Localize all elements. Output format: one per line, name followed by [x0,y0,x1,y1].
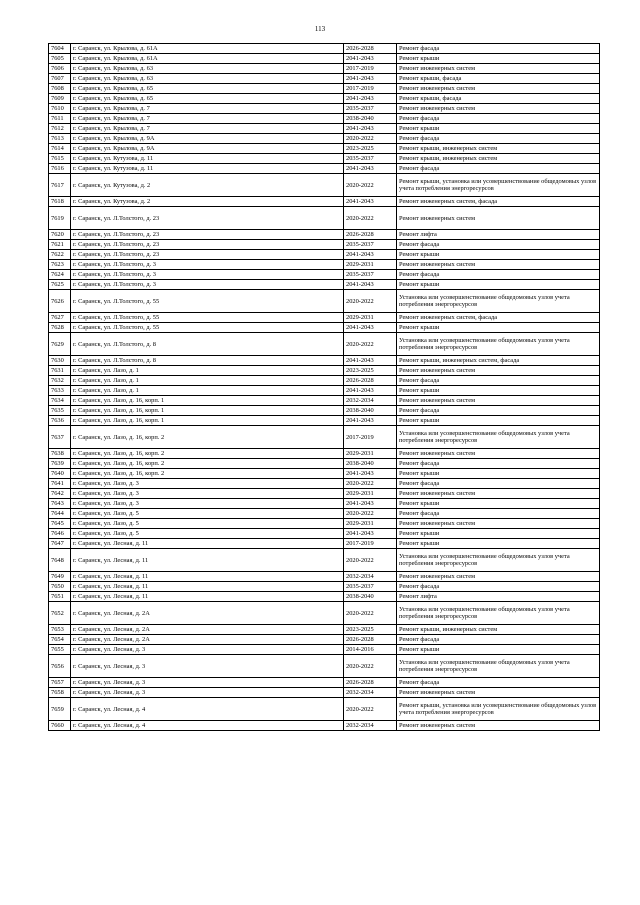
row-number-cell: 7634 [49,396,71,406]
address-cell: г. Саранск, ул. Л.Толстого, д. 3 [71,270,344,280]
row-number-cell: 7648 [49,549,71,572]
address-cell: г. Саранск, ул. Лазо, д. 16, корп. 2 [71,426,344,449]
row-number-cell: 7605 [49,54,71,64]
period-cell: 2020-2022 [344,602,397,625]
table-body [49,44,600,731]
table-row [49,519,600,529]
table-row [49,416,600,426]
table-row [49,64,600,74]
period-cell: 2041-2043 [344,469,397,479]
period-cell: 2026-2028 [344,230,397,240]
work-type-cell: Ремонт крыши, инженерных систем [397,154,600,164]
table-row [49,94,600,104]
period-cell: 2026-2028 [344,44,397,54]
period-cell: 2038-2040 [344,114,397,124]
period-cell: 2041-2043 [344,74,397,84]
work-type-cell: Ремонт фасада [397,479,600,489]
table-row [49,207,600,230]
row-number-cell: 7622 [49,250,71,260]
work-type-cell: Ремонт фасада [397,164,600,174]
period-cell: 2017-2019 [344,426,397,449]
address-cell: г. Саранск, ул. Крылова, д. 61А [71,44,344,54]
address-cell: г. Саранск, ул. Лазо, д. 5 [71,509,344,519]
address-cell: г. Саранск, ул. Лазо, д. 3 [71,489,344,499]
work-type-cell: Ремонт крыши [397,469,600,479]
address-cell: г. Саранск, ул. Крылова, д. 65 [71,84,344,94]
period-cell: 2035-2037 [344,270,397,280]
work-type-cell: Установка или усовершенствование общедомовых узлов учета потребления энергоресурсов [397,655,600,678]
row-number-cell: 7619 [49,207,71,230]
address-cell: г. Саранск, ул. Лазо, д. 16, корп. 2 [71,449,344,459]
period-cell: 2023-2025 [344,625,397,635]
period-cell: 2020-2022 [344,509,397,519]
address-cell: г. Саранск, ул. Л.Толстого, д. 55 [71,313,344,323]
address-cell: г. Саранск, ул. Крылова, д. 61А [71,54,344,64]
address-cell: г. Саранск, ул. Крылова, д. 7 [71,124,344,134]
row-number-cell: 7647 [49,539,71,549]
address-cell: г. Саранск, ул. Лесная, д. 3 [71,645,344,655]
table-row [49,499,600,509]
address-cell: г. Саранск, ул. Крылова, д. 7 [71,104,344,114]
table-row [49,645,600,655]
table-row [49,144,600,154]
work-type-cell: Ремонт крыши, инженерных систем [397,625,600,635]
row-number-cell: 7606 [49,64,71,74]
table-row [49,323,600,333]
row-number-cell: 7652 [49,602,71,625]
page-number: 113 [314,25,326,33]
address-cell: г. Саранск, ул. Лесная, д. 11 [71,572,344,582]
table-row [49,280,600,290]
address-cell: г. Саранск, ул. Лазо, д. 16, корп. 2 [71,469,344,479]
work-type-cell: Установка или усовершенствование общедомовых узлов учета потребления энергоресурсов [397,333,600,356]
table-row [49,154,600,164]
row-number-cell: 7627 [49,313,71,323]
address-cell: г. Саранск, ул. Лазо, д. 16, корп. 2 [71,459,344,469]
row-number-cell: 7651 [49,592,71,602]
address-cell: г. Саранск, ул. Лесная, д. 2А [71,602,344,625]
row-number-cell: 7609 [49,94,71,104]
period-cell: 2029-2031 [344,313,397,323]
row-number-cell: 7644 [49,509,71,519]
work-type-cell: Ремонт крыши, установка или усовершенствование общедомовых узлов учета потребления энергоресурсов [397,698,600,721]
row-number-cell: 7632 [49,376,71,386]
period-cell: 2041-2043 [344,250,397,260]
row-number-cell: 7660 [49,721,71,731]
table-row [49,260,600,270]
row-number-cell: 7638 [49,449,71,459]
work-type-cell: Ремонт фасада [397,509,600,519]
table-row [49,509,600,519]
period-cell: 2020-2022 [344,207,397,230]
work-type-cell: Ремонт фасада [397,134,600,144]
period-cell: 2041-2043 [344,94,397,104]
table-row [49,366,600,376]
address-cell: г. Саранск, ул. Лазо, д. 16, корп. 1 [71,416,344,426]
table-row [49,197,600,207]
work-type-cell: Ремонт инженерных систем [397,104,600,114]
period-cell: 2017-2019 [344,84,397,94]
table-row [49,489,600,499]
row-number-cell: 7618 [49,197,71,207]
row-number-cell: 7655 [49,645,71,655]
table-row [49,721,600,731]
row-number-cell: 7642 [49,489,71,499]
address-cell: г. Саранск, ул. Лесная, д. 11 [71,592,344,602]
row-number-cell: 7613 [49,134,71,144]
row-number-cell: 7635 [49,406,71,416]
period-cell: 2029-2031 [344,449,397,459]
row-number-cell: 7624 [49,270,71,280]
table-row [49,688,600,698]
row-number-cell: 7628 [49,323,71,333]
period-cell: 2017-2019 [344,539,397,549]
address-cell: г. Саранск, ул. Кутузова, д. 11 [71,154,344,164]
row-number-cell: 7639 [49,459,71,469]
row-number-cell: 7612 [49,124,71,134]
address-cell: г. Саранск, ул. Лазо, д. 5 [71,529,344,539]
row-number-cell: 7641 [49,479,71,489]
row-number-cell: 7654 [49,635,71,645]
row-number-cell: 7620 [49,230,71,240]
table-row [49,270,600,280]
period-cell: 2035-2037 [344,240,397,250]
period-cell: 2029-2031 [344,260,397,270]
table-row [49,539,600,549]
work-type-cell: Ремонт крыши [397,416,600,426]
address-cell: г. Саранск, ул. Крылова, д. 7 [71,114,344,124]
work-type-cell: Ремонт крыши [397,250,600,260]
work-type-cell: Ремонт инженерных систем [397,489,600,499]
repair-schedule-table [48,43,600,731]
table-row [49,549,600,572]
row-number-cell: 7646 [49,529,71,539]
table-row [49,290,600,313]
period-cell: 2041-2043 [344,124,397,134]
row-number-cell: 7657 [49,678,71,688]
address-cell: г. Саранск, ул. Лесная, д. 3 [71,655,344,678]
row-number-cell: 7625 [49,280,71,290]
work-type-cell: Ремонт крыши [397,280,600,290]
work-type-cell: Ремонт фасада [397,459,600,469]
period-cell: 2023-2025 [344,144,397,154]
address-cell: г. Саранск, ул. Лесная, д. 11 [71,539,344,549]
period-cell: 2032-2034 [344,721,397,731]
table-row [49,134,600,144]
row-number-cell: 7659 [49,698,71,721]
period-cell: 2017-2019 [344,64,397,74]
row-number-cell: 7656 [49,655,71,678]
address-cell: г. Саранск, ул. Крылова, д. 63 [71,64,344,74]
work-type-cell: Ремонт крыши [397,529,600,539]
address-cell: г. Саранск, ул. Кутузова, д. 2 [71,174,344,197]
row-number-cell: 7611 [49,114,71,124]
table-row [49,84,600,94]
period-cell: 2026-2028 [344,635,397,645]
row-number-cell: 7658 [49,688,71,698]
row-number-cell: 7608 [49,84,71,94]
period-cell: 2029-2031 [344,519,397,529]
table-row [49,230,600,240]
period-cell: 2038-2040 [344,406,397,416]
work-type-cell: Ремонт инженерных систем [397,721,600,731]
table-row [49,386,600,396]
row-number-cell: 7636 [49,416,71,426]
period-cell: 2032-2034 [344,688,397,698]
address-cell: г. Саранск, ул. Кутузова, д. 2 [71,197,344,207]
work-type-cell: Установка или усовершенствование общедомовых узлов учета потребления энергоресурсов [397,602,600,625]
period-cell: 2020-2022 [344,698,397,721]
period-cell: 2029-2031 [344,489,397,499]
table-row [49,114,600,124]
period-cell: 2026-2028 [344,376,397,386]
period-cell: 2020-2022 [344,134,397,144]
address-cell: г. Саранск, ул. Л.Толстого, д. 55 [71,290,344,313]
row-number-cell: 7615 [49,154,71,164]
address-cell: г. Саранск, ул. Крылова, д. 9А [71,134,344,144]
work-type-cell: Ремонт крыши [397,323,600,333]
row-number-cell: 7616 [49,164,71,174]
work-type-cell: Ремонт инженерных систем [397,64,600,74]
work-type-cell: Ремонт фасада [397,376,600,386]
address-cell: г. Саранск, ул. Лесная, д. 4 [71,721,344,731]
period-cell: 2035-2037 [344,154,397,164]
work-type-cell: Ремонт фасада [397,678,600,688]
address-cell: г. Саранск, ул. Лесная, д. 11 [71,582,344,592]
address-cell: г. Саранск, ул. Лазо, д. 1 [71,366,344,376]
work-type-cell: Ремонт крыши [397,539,600,549]
table-row [49,698,600,721]
work-type-cell: Установка или усовершенствование общедомовых узлов учета потребления энергоресурсов [397,549,600,572]
work-type-cell: Ремонт крыши [397,54,600,64]
work-type-cell: Ремонт крыши, инженерных систем [397,144,600,154]
address-cell: г. Саранск, ул. Кутузова, д. 11 [71,164,344,174]
address-cell: г. Саранск, ул. Лазо, д. 5 [71,519,344,529]
row-number-cell: 7610 [49,104,71,114]
table-row [49,54,600,64]
work-type-cell: Ремонт крыши, установка или усовершенствование общедомовых узлов учета потребления энергоресурсов [397,174,600,197]
table-row [49,469,600,479]
work-type-cell: Ремонт фасада [397,270,600,280]
period-cell: 2041-2043 [344,54,397,64]
table-row [49,602,600,625]
period-cell: 2038-2040 [344,459,397,469]
table-row [49,635,600,645]
table-row [49,313,600,323]
table-row [49,459,600,469]
work-type-cell: Ремонт инженерных систем [397,207,600,230]
work-type-cell: Ремонт крыши, инженерных систем, фасада [397,356,600,366]
period-cell: 2041-2043 [344,356,397,366]
period-cell: 2020-2022 [344,655,397,678]
table-row [49,572,600,582]
address-cell: г. Саранск, ул. Л.Толстого, д. 3 [71,280,344,290]
work-type-cell: Ремонт лифта [397,592,600,602]
period-cell: 2020-2022 [344,174,397,197]
table-row [49,74,600,84]
table-row [49,164,600,174]
work-type-cell: Ремонт фасада [397,635,600,645]
period-cell: 2035-2037 [344,582,397,592]
row-number-cell: 7650 [49,582,71,592]
table-row [49,174,600,197]
work-type-cell: Ремонт фасада [397,582,600,592]
period-cell: 2035-2037 [344,104,397,114]
table-row [49,449,600,459]
period-cell: 2020-2022 [344,479,397,489]
work-type-cell: Ремонт инженерных систем [397,572,600,582]
table-row [49,625,600,635]
address-cell: г. Саранск, ул. Лазо, д. 16, корп. 1 [71,406,344,416]
address-cell: г. Саранск, ул. Крылова, д. 9А [71,144,344,154]
work-type-cell: Ремонт крыши [397,386,600,396]
work-type-cell: Ремонт крыши [397,499,600,509]
period-cell: 2041-2043 [344,386,397,396]
table-row [49,406,600,416]
address-cell: г. Саранск, ул. Л.Толстого, д. 23 [71,240,344,250]
period-cell: 2041-2043 [344,416,397,426]
table-row [49,104,600,114]
row-number-cell: 7645 [49,519,71,529]
work-type-cell: Ремонт крыши [397,645,600,655]
row-number-cell: 7614 [49,144,71,154]
row-number-cell: 7623 [49,260,71,270]
table-row [49,479,600,489]
address-cell: г. Саранск, ул. Лазо, д. 3 [71,499,344,509]
work-type-cell: Ремонт крыши, фасада [397,74,600,84]
row-number-cell: 7630 [49,356,71,366]
address-cell: г. Саранск, ул. Л.Толстого, д. 23 [71,230,344,240]
period-cell: 2038-2040 [344,592,397,602]
period-cell: 2023-2025 [344,366,397,376]
address-cell: г. Саранск, ул. Лазо, д. 1 [71,376,344,386]
address-cell: г. Саранск, ул. Лесная, д. 2А [71,625,344,635]
address-cell: г. Саранск, ул. Крылова, д. 63 [71,74,344,84]
row-number-cell: 7617 [49,174,71,197]
table-row [49,396,600,406]
period-cell: 2020-2022 [344,549,397,572]
work-type-cell: Ремонт инженерных систем [397,519,600,529]
table-row [49,44,600,54]
table-row [49,124,600,134]
period-cell: 2041-2043 [344,280,397,290]
address-cell: г. Саранск, ул. Л.Толстого, д. 3 [71,260,344,270]
address-cell: г. Саранск, ул. Лазо, д. 16, корп. 1 [71,396,344,406]
address-cell: г. Саранск, ул. Крылова, д. 65 [71,94,344,104]
address-cell: г. Саранск, ул. Лесная, д. 2А [71,635,344,645]
table-row [49,426,600,449]
row-number-cell: 7626 [49,290,71,313]
row-number-cell: 7607 [49,74,71,84]
row-number-cell: 7640 [49,469,71,479]
work-type-cell: Ремонт лифта [397,230,600,240]
address-cell: г. Саранск, ул. Лесная, д. 4 [71,698,344,721]
row-number-cell: 7637 [49,426,71,449]
period-cell: 2020-2022 [344,290,397,313]
work-type-cell: Ремонт инженерных систем [397,396,600,406]
period-cell: 2014-2016 [344,645,397,655]
period-cell: 2041-2043 [344,323,397,333]
row-number-cell: 7649 [49,572,71,582]
period-cell: 2032-2034 [344,396,397,406]
table-row [49,240,600,250]
address-cell: г. Саранск, ул. Л.Толстого, д. 23 [71,250,344,260]
row-number-cell: 7631 [49,366,71,376]
table-row [49,529,600,539]
work-type-cell: Ремонт фасада [397,114,600,124]
work-type-cell: Ремонт инженерных систем [397,84,600,94]
address-cell: г. Саранск, ул. Лесная, д. 11 [71,549,344,572]
work-type-cell: Ремонт крыши [397,124,600,134]
table-row [49,376,600,386]
period-cell: 2041-2043 [344,499,397,509]
work-type-cell: Ремонт фасада [397,406,600,416]
work-type-cell: Ремонт инженерных систем [397,260,600,270]
table-row [49,250,600,260]
address-cell: г. Саранск, ул. Л.Толстого, д. 8 [71,356,344,366]
work-type-cell: Ремонт инженерных систем [397,366,600,376]
work-type-cell: Установка или усовершенствование общедомовых узлов учета потребления энергоресурсов [397,290,600,313]
table-row [49,333,600,356]
address-cell: г. Саранск, ул. Лазо, д. 1 [71,386,344,396]
table-row [49,582,600,592]
period-cell: 2041-2043 [344,164,397,174]
address-cell: г. Саранск, ул. Л.Толстого, д. 23 [71,207,344,230]
work-type-cell: Ремонт крыши, фасада [397,94,600,104]
work-type-cell: Ремонт инженерных систем, фасада [397,197,600,207]
address-cell: г. Саранск, ул. Л.Толстого, д. 8 [71,333,344,356]
work-type-cell: Ремонт инженерных систем [397,688,600,698]
row-number-cell: 7653 [49,625,71,635]
period-cell: 2026-2028 [344,678,397,688]
period-cell: 2041-2043 [344,529,397,539]
row-number-cell: 7629 [49,333,71,356]
period-cell: 2041-2043 [344,197,397,207]
row-number-cell: 7633 [49,386,71,396]
address-cell: г. Саранск, ул. Л.Толстого, д. 55 [71,323,344,333]
address-cell: г. Саранск, ул. Лазо, д. 3 [71,479,344,489]
work-type-cell: Установка или усовершенствование общедомовых узлов учета потребления энергоресурсов [397,426,600,449]
period-cell: 2032-2034 [344,572,397,582]
row-number-cell: 7604 [49,44,71,54]
work-type-cell: Ремонт фасада [397,44,600,54]
work-type-cell: Ремонт фасада [397,240,600,250]
address-cell: г. Саранск, ул. Лесная, д. 3 [71,688,344,698]
address-cell: г. Саранск, ул. Лесная, д. 3 [71,678,344,688]
table-row [49,356,600,366]
row-number-cell: 7621 [49,240,71,250]
table-row [49,678,600,688]
table-row [49,592,600,602]
table-row [49,655,600,678]
row-number-cell: 7643 [49,499,71,509]
work-type-cell: Ремонт инженерных систем, фасада [397,313,600,323]
period-cell: 2020-2022 [344,333,397,356]
work-type-cell: Ремонт инженерных систем [397,449,600,459]
